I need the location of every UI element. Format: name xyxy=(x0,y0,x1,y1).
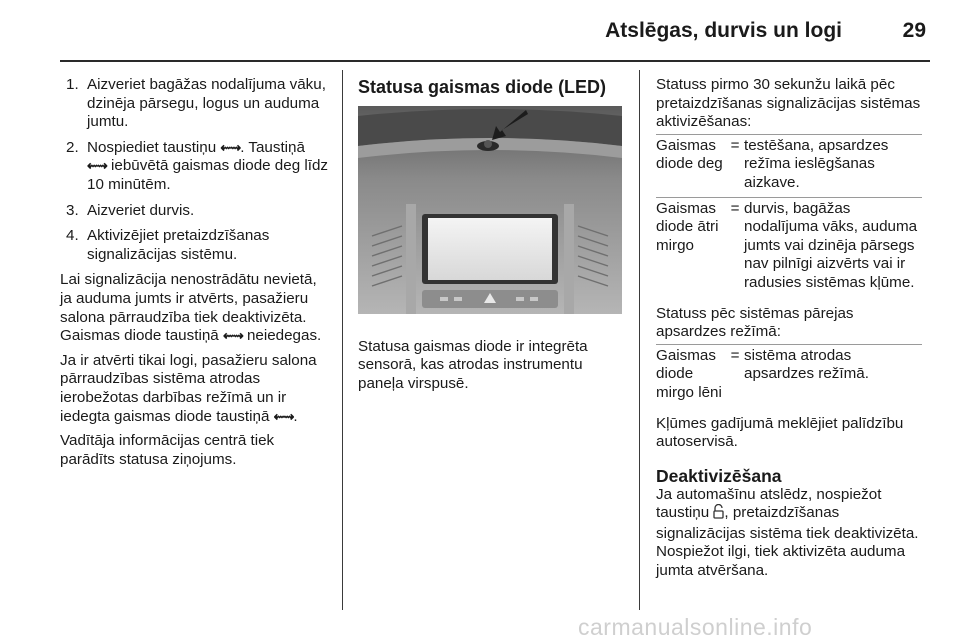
step-text: . Taustiņā xyxy=(240,138,305,156)
paragraph-text: neiedegas. xyxy=(242,327,322,345)
led-meaning: sistēma atrodas apsardzes režīmā. xyxy=(744,346,869,383)
equals-sign: = xyxy=(730,136,740,154)
step-number: 2. xyxy=(66,138,79,156)
led-meaning: durvis, bagāžas nodalījuma vāks, auduma jumts vai dzinēja pārsegs nav pilnīgi aizvērts vai ir radusies sistēmas kļūme. xyxy=(744,199,918,291)
header-divider xyxy=(60,60,930,62)
led-state: Gaismas diode ātri mirgo xyxy=(656,199,719,254)
vehicle-sensor-icon: ⇜⇝ xyxy=(273,408,294,424)
column-divider-1 xyxy=(342,70,343,610)
paragraph-text: . xyxy=(293,407,298,425)
vehicle-sensor-icon: ⇜⇝ xyxy=(222,328,243,344)
led-meaning: testēšana, apsardzes režīma ieslēgšanas aizkave. xyxy=(744,136,889,191)
led-state: Gaismas diode deg xyxy=(656,136,723,173)
paragraph: Statuss pēc sistēmas pārejas apsardzes režīmā: xyxy=(656,304,854,341)
paragraph-text: Lai signalizācija nenostrādātu nevietā, ja auduma jumts ir atvērts, pasažieru salona pārraudzība tiek deaktivizēta. Gaismas diode taustiņā xyxy=(60,271,317,345)
vehicle-sensor-icon: ⇜⇝ xyxy=(87,158,107,174)
page-number: 29 xyxy=(902,19,926,42)
step-text: Aktivizējiet pretaizdzīšanas signalizācijas sistēmu. xyxy=(87,227,270,263)
led-status-table-1 xyxy=(656,134,922,293)
paragraph xyxy=(60,271,328,345)
equals-sign: = xyxy=(730,199,740,217)
led-state: Gaismas diode mirgo lēni xyxy=(656,346,722,401)
list-item xyxy=(60,76,328,132)
vehicle-sensor-icon: ⇜⇝ xyxy=(220,139,241,155)
step-number: 1. xyxy=(66,76,79,93)
image-caption: Statusa gaismas diode ir integrēta sensorā, kas atrodas instrumentu paneļa virspusē. xyxy=(358,337,588,392)
equals-sign: = xyxy=(730,346,740,364)
list-item xyxy=(60,202,328,221)
page-header xyxy=(0,0,960,62)
step-text: Aizveriet bagāžas nodalījuma vāku, dzinēja pārsegu, logus un auduma jumtu. xyxy=(87,76,326,131)
table-row xyxy=(656,197,922,293)
paragraph-text: Ja automašīnu atslēdz, nospiežot taustiņu xyxy=(656,485,882,522)
subsection-heading: Deaktivizēšana xyxy=(656,465,782,486)
list-item xyxy=(60,139,328,195)
list-item xyxy=(60,227,328,264)
paragraph: Kļūmes gadījumā meklējiet palīdzību autoservisā. xyxy=(656,414,904,451)
table-row xyxy=(656,344,922,403)
table-row xyxy=(656,134,922,193)
step-list xyxy=(60,76,328,264)
step-text: iebūvētā gaismas diode deg līdz 10 minūtēm. xyxy=(87,157,329,193)
unlock-icon xyxy=(713,504,724,525)
step-text: Aizveriet durvis. xyxy=(87,201,195,219)
paragraph xyxy=(656,486,922,581)
led-status-table-2 xyxy=(656,344,922,403)
column-middle xyxy=(358,76,622,399)
column-left xyxy=(60,76,328,475)
paragraph-text: , pretaizdzīšanas signalizācijas sistēma tiek deaktivizēta. Nospiežot ilgi, tiek aktivizēta auduma jumta atvēršana. xyxy=(656,504,919,580)
column-divider-2 xyxy=(639,70,640,610)
page-title: Atslēgas, durvis un logi xyxy=(605,19,842,42)
step-number: 3. xyxy=(66,201,79,219)
paragraph: Statuss pirmo 30 sekunžu laikā pēc pretaizdzīšanas signalizācijas sistēmas aktivizēšanas: xyxy=(656,76,921,131)
paragraph xyxy=(60,352,328,426)
paragraph: Vadītāja informācijas centrā tiek parādīts statusa ziņojums. xyxy=(60,432,275,468)
step-text: Nospiediet taustiņu xyxy=(87,138,221,156)
watermark-text: carmanualsonline.info xyxy=(578,614,813,640)
step-number: 4. xyxy=(66,227,79,245)
paragraph-text: Ja ir atvērti tikai logi, pasažieru salona pārraudzības sistēma atrodas ierobežotas darbības režīmā un ir iedegta gaismas diode taustiņā xyxy=(60,351,317,425)
dashboard-photo xyxy=(358,106,622,314)
column-right xyxy=(656,76,922,587)
section-heading: Statusa gaismas diode (LED) xyxy=(358,77,607,97)
